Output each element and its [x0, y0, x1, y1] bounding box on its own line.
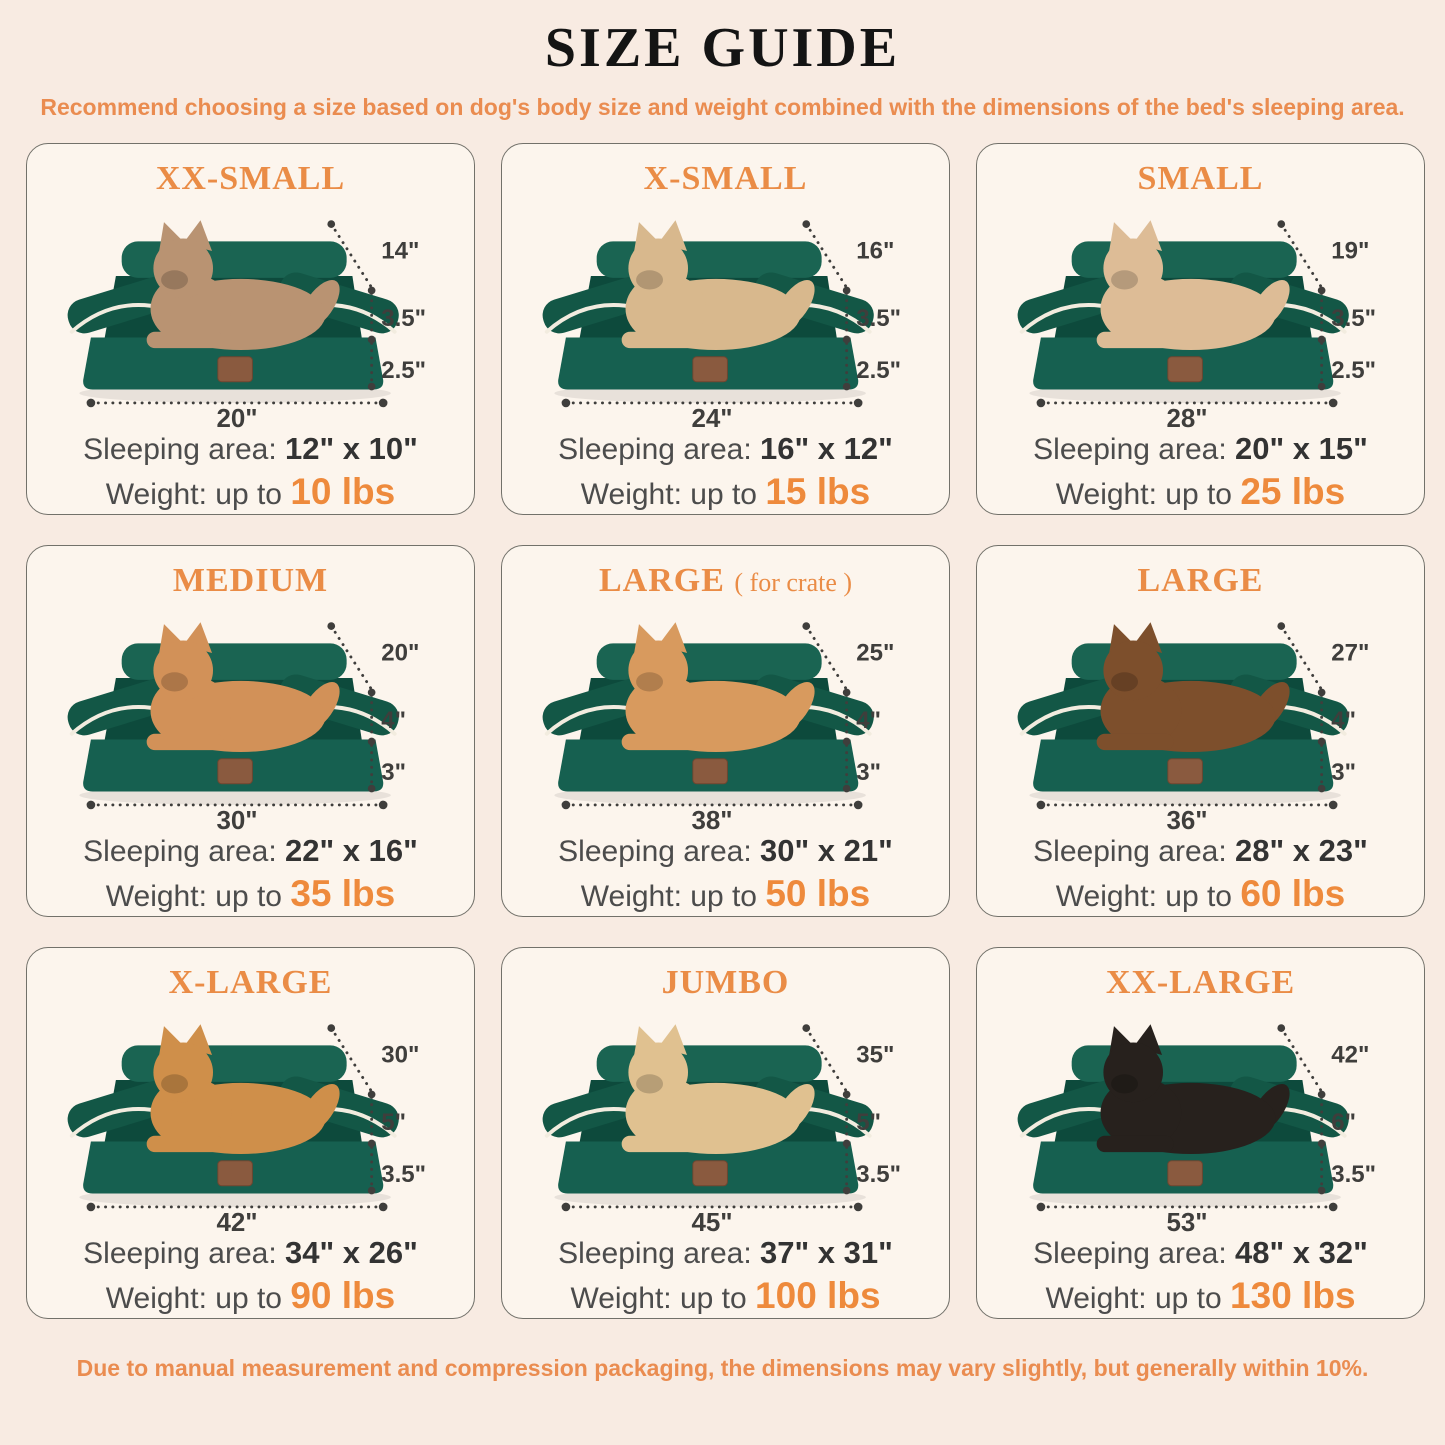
bolster-height-dimension: 3.5": [381, 305, 427, 333]
size-name: XX-SMALL: [155, 160, 346, 197]
base-height-dimension: 2.5": [1331, 357, 1377, 385]
sleeping-area-line: [39, 832, 462, 870]
sleeping-area-label: Sleeping area:: [558, 835, 752, 869]
size-card-grid: [0, 121, 1445, 1319]
base-height-dimension: 3": [856, 759, 881, 787]
bolster-height-dimension: 4": [1331, 707, 1356, 735]
weight-value: 25 lbs: [1240, 471, 1346, 513]
page-title: SIZE GUIDE: [544, 17, 901, 79]
bed-photo: [39, 1001, 462, 1234]
bed-photo: [39, 197, 462, 430]
up-to-label: up to: [1165, 880, 1232, 914]
weight-label: Weight:: [105, 478, 207, 512]
depth-dimension: 27": [1331, 640, 1370, 668]
size-name: MEDIUM: [172, 562, 329, 599]
sleeping-area-label: Sleeping area:: [1033, 433, 1227, 467]
size-card-large-for-crate: [501, 545, 950, 917]
sleeping-area-label: Sleeping area:: [1033, 1237, 1227, 1271]
weight-value: 10 lbs: [290, 471, 396, 513]
sleeping-area-line: [989, 430, 1412, 468]
weight-label: Weight:: [105, 1282, 207, 1316]
depth-dimension: 30": [381, 1042, 420, 1070]
up-to-label: up to: [215, 1282, 282, 1316]
bolster-height-dimension: 3.5": [856, 305, 902, 333]
sleeping-area-value: 34" x 26": [285, 1235, 418, 1271]
sleeping-area-line: [39, 430, 462, 468]
weight-value: 50 lbs: [765, 873, 871, 915]
weight-label: Weight:: [570, 1282, 672, 1316]
width-dimension: 36": [1166, 807, 1208, 833]
sleeping-area-line: [514, 1234, 937, 1272]
base-height-dimension: 2.5": [381, 357, 427, 385]
bolster-height-dimension: 5": [856, 1109, 881, 1137]
sleeping-area-value: 28" x 23": [1235, 833, 1368, 869]
sleeping-area-value: 37" x 31": [760, 1235, 893, 1271]
size-card-x-small: [501, 143, 950, 515]
up-to-label: up to: [679, 1282, 747, 1316]
sleeping-area-line: [514, 832, 937, 870]
weight-value: 130 lbs: [1230, 1275, 1356, 1317]
sleeping-area-label: Sleeping area:: [1033, 835, 1227, 869]
page-subtitle: Recommend choosing a size based on dog's body size and weight combined with the dimensions of the bed's sleeping area.: [40, 94, 1405, 120]
size-card-xx-large: [976, 947, 1425, 1319]
size-label: [514, 160, 937, 197]
sleeping-area-line: [39, 1234, 462, 1272]
size-label: [39, 964, 462, 1001]
bed-photo: [514, 599, 937, 832]
base-height-dimension: 3": [381, 759, 406, 787]
weight-label: Weight:: [1055, 478, 1157, 512]
sleeping-area-value: 22" x 16": [285, 833, 418, 869]
width-dimension: 45": [691, 1209, 733, 1235]
size-card-medium: [26, 545, 475, 917]
weight-label: Weight:: [105, 880, 207, 914]
weight-label: Weight:: [580, 880, 682, 914]
size-note: ( for crate ): [734, 568, 853, 597]
sleeping-area-line: [989, 1234, 1412, 1272]
up-to-label: up to: [215, 478, 282, 512]
size-card-large: [976, 545, 1425, 917]
sleeping-area-line: [514, 430, 937, 468]
width-dimension: 42": [216, 1209, 258, 1235]
sleeping-area-value: 20" x 15": [1235, 431, 1368, 467]
size-card-xx-small: [26, 143, 475, 515]
bed-photo: [514, 1001, 937, 1234]
weight-line: [989, 872, 1412, 916]
up-to-label: up to: [690, 880, 757, 914]
weight-line: [514, 470, 937, 514]
up-to-label: up to: [1165, 478, 1232, 512]
sleeping-area-line: [989, 832, 1412, 870]
width-dimension: 53": [1166, 1209, 1208, 1235]
size-label: [39, 562, 462, 599]
bolster-height-dimension: 4": [381, 707, 406, 735]
width-dimension: 38": [691, 807, 733, 833]
weight-label: Weight:: [1055, 880, 1157, 914]
weight-value: 35 lbs: [290, 873, 396, 915]
base-height-dimension: 3": [1331, 759, 1356, 787]
weight-line: [39, 872, 462, 916]
size-label: [39, 160, 462, 197]
weight-value: 15 lbs: [765, 471, 871, 513]
depth-dimension: 16": [856, 238, 895, 266]
weight-line: [39, 470, 462, 514]
size-name: JUMBO: [661, 964, 790, 1001]
bed-photo: [514, 197, 937, 430]
sleeping-area-label: Sleeping area:: [558, 433, 752, 467]
weight-value: 100 lbs: [755, 1275, 881, 1317]
depth-dimension: 42": [1331, 1042, 1370, 1070]
width-dimension: 24": [691, 405, 733, 431]
size-label: [514, 964, 937, 1001]
bed-photo: [989, 599, 1412, 832]
depth-dimension: 25": [856, 640, 895, 668]
sleeping-area-label: Sleeping area:: [558, 1237, 752, 1271]
base-height-dimension: 2.5": [856, 357, 902, 385]
size-card-x-large: [26, 947, 475, 1319]
sleeping-area-label: Sleeping area:: [83, 1237, 277, 1271]
sleeping-area-value: 30" x 21": [760, 833, 893, 869]
up-to-label: up to: [215, 880, 282, 914]
weight-value: 60 lbs: [1240, 873, 1346, 915]
weight-label: Weight:: [580, 478, 682, 512]
size-label: [514, 562, 937, 599]
weight-line: [989, 1274, 1412, 1318]
size-label: [989, 160, 1412, 197]
bolster-height-dimension: 5": [381, 1109, 406, 1137]
base-height-dimension: 3.5": [1331, 1161, 1377, 1189]
size-card-small: [976, 143, 1425, 515]
sleeping-area-value: 16" x 12": [760, 431, 893, 467]
base-height-dimension: 3.5": [381, 1161, 427, 1189]
bolster-height-dimension: 3.5": [1331, 305, 1377, 333]
sleeping-area-label: Sleeping area:: [83, 433, 277, 467]
weight-value: 90 lbs: [290, 1275, 396, 1317]
size-name: LARGE: [598, 562, 725, 599]
depth-dimension: 20": [381, 640, 420, 668]
bolster-height-dimension: 4": [856, 707, 881, 735]
size-label: [989, 964, 1412, 1001]
up-to-label: up to: [1154, 1282, 1222, 1316]
weight-label: Weight:: [1045, 1282, 1147, 1316]
width-dimension: 30": [216, 807, 258, 833]
sleeping-area-value: 12" x 10": [285, 431, 418, 467]
size-card-jumbo: [501, 947, 950, 1319]
depth-dimension: 19": [1331, 238, 1370, 266]
base-height-dimension: 3.5": [856, 1161, 902, 1189]
size-name: X-LARGE: [168, 964, 333, 1001]
bed-photo: [989, 197, 1412, 430]
bolster-height-dimension: 6": [1331, 1109, 1356, 1137]
depth-dimension: 35": [856, 1042, 895, 1070]
bed-photo: [39, 599, 462, 832]
size-name: SMALL: [1137, 160, 1264, 197]
page-footer: Due to manual measurement and compression packaging, the dimensions may vary slightly, but generally within 10%.: [76, 1355, 1369, 1381]
size-name: LARGE: [1137, 562, 1264, 599]
size-name: X-SMALL: [643, 160, 808, 197]
sleeping-area-label: Sleeping area:: [83, 835, 277, 869]
weight-line: [989, 470, 1412, 514]
up-to-label: up to: [690, 478, 757, 512]
weight-line: [39, 1274, 462, 1318]
width-dimension: 28": [1166, 405, 1208, 431]
size-label: [989, 562, 1412, 599]
bed-photo: [989, 1001, 1412, 1234]
sleeping-area-value: 48" x 32": [1235, 1235, 1368, 1271]
size-name: XX-LARGE: [1105, 964, 1296, 1001]
weight-line: [514, 872, 937, 916]
weight-line: [514, 1274, 937, 1318]
width-dimension: 20": [216, 405, 258, 431]
depth-dimension: 14": [381, 238, 420, 266]
